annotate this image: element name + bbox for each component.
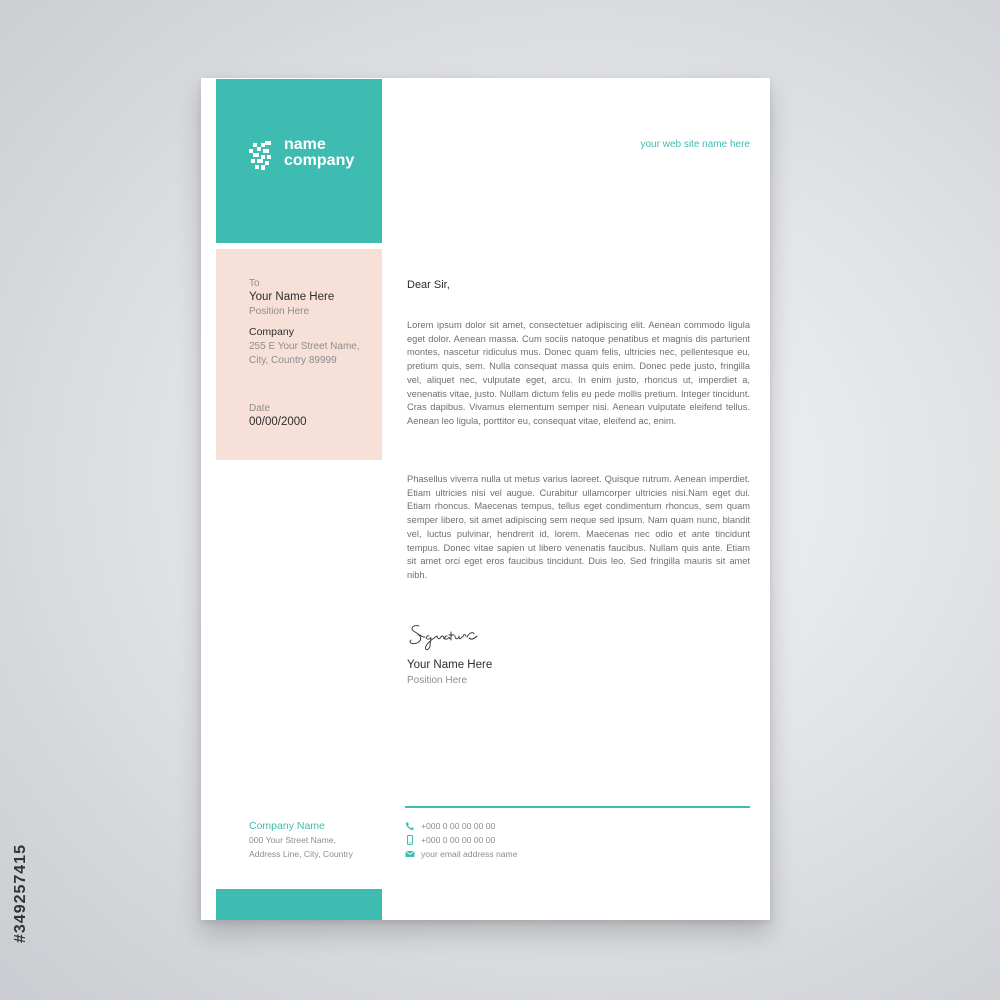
company-logo-text	[284, 137, 354, 169]
letter-paragraph-2: Phasellus viverra nulla ut metus varius laoreet. Quisque rutrum. Aenean imperdiet. Etiam ultricies nisi vel augue. Curabitur ullamcorper ultricies nisi.Nam eget dui. Etiam rhoncus. Maecenas tempus, tellus eget condimentum rhoncus, sem quam semper libero, sit amet adipiscing sem neque sed ipsum. Nam quam nunc, blandit vel, luctus pulvinar, hendrerit id, lorem. Maecenas nec odio et ante tincidunt tempus. Donec vitae sapien ut libero venenatis faucibus. Nullam quis ante. Etiam sit amet orci eget eros faucibus tincidunt. Duis leo. Sed fringilla mauris sit amet nibh.	[407, 474, 750, 580]
company-label: Company	[249, 326, 294, 338]
recipient-name: Your Name Here	[249, 291, 335, 303]
date-label: Date	[249, 403, 271, 414]
phone-icon	[405, 821, 415, 831]
letter-paragraph-1: Lorem ipsum dolor sit amet, consectetuer adipiscing elit. Aenean commodo ligula eget dolor. Aenean massa. Cum sociis natoque penatibus et magnis dis parturient montes, nascetur ridiculus mus. Donec quam felis, ultricies nec, pellentesque eu, pretium quis, sem. Nulla consequat massa quis enim. Donec pede justo, fringilla vel, aliquet nec, vulputate eget, arcu. In enim justo, rhoncus ut, imperdiet a, venenatis vitae, justo. Nullam dictum felis eu pede mollis pretium. Integer tincidunt. Cras dapibus. Vivamus elementum semper nisi. Aenean vulputate eleifend tellus. Aenean leo ligula, porttitor eu, consequat vitae, eleifend ac, enim.	[407, 320, 750, 426]
mobile-icon	[405, 835, 415, 845]
email-icon	[405, 849, 415, 859]
contact-email-row[interactable]	[405, 849, 518, 859]
footer-address-line2: Address Line, City, Country	[249, 849, 353, 859]
sender-position: Position Here	[407, 675, 468, 686]
recipient-position: Position Here	[249, 306, 310, 317]
website-link[interactable]: your web site name here	[640, 139, 750, 150]
footer-address-line1: 000 Your Street Name,	[249, 835, 336, 845]
email-address[interactable]: your email address name	[421, 849, 518, 859]
date-value: 00/00/2000	[249, 416, 307, 428]
recipient-address-line2: City, Country 89999	[249, 355, 337, 366]
phone-number-1: +000 0 00 00 00 00	[421, 821, 496, 831]
footer-divider	[405, 806, 750, 808]
stock-id-watermark	[10, 765, 32, 945]
footer-teal-block	[216, 889, 382, 920]
company-name-line1: name	[284, 136, 326, 153]
company-name-line2: company	[284, 152, 355, 169]
greeting: Dear Sir,	[407, 279, 450, 291]
contact-phone-row	[405, 821, 495, 831]
recipient-block	[216, 249, 382, 460]
contact-mobile-row	[405, 835, 495, 845]
stock-id-text: #349257415	[12, 844, 29, 943]
sender-name: Your Name Here	[407, 659, 493, 671]
phone-number-2: +000 0 00 00 00 00	[421, 835, 496, 845]
footer-company-name: Company Name	[249, 820, 325, 832]
logo-mark-icon	[249, 141, 273, 171]
header-teal-block	[216, 79, 382, 243]
recipient-address-line1: 255 E Your Street Name,	[249, 341, 360, 352]
to-label: To	[249, 278, 260, 289]
signature-image	[407, 620, 511, 654]
letterhead-page	[201, 78, 770, 920]
